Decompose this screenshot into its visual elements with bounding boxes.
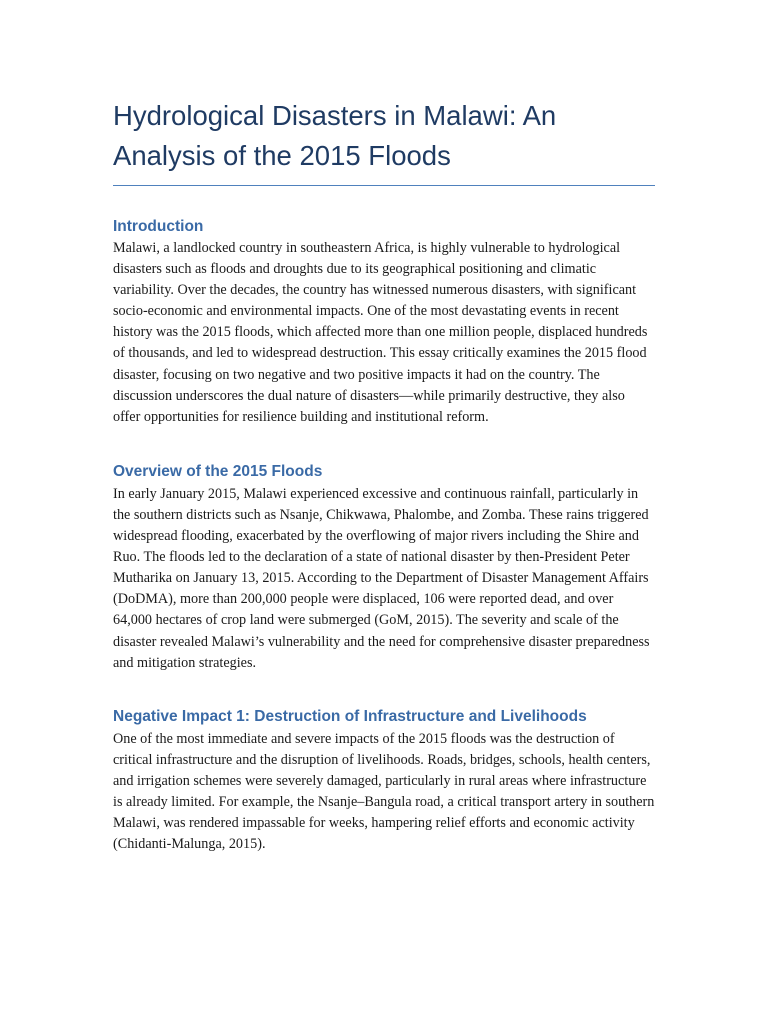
document-page xyxy=(113,96,655,855)
paragraph-introduction: Malawi, a landlocked country in southeastern Africa, is highly vulnerable to hydrological disasters such as floods and droughts due to its geographical positioning and climatic variability. Over the decades, the country has witnessed numerous disasters, with significant socio-economic and environmental impacts. One of the most devastating events in recent history was the 2015 floods, which affected more than one million people, displaced hundreds of thousands, and led to widespread destruction. This essay critically examines the 2015 flood disaster, focusing on two negative and two positive impacts it had on the country. The discussion underscores the dual nature of disasters—while primarily destructive, they also offer opportunities for resilience building and institutional reform. xyxy=(113,240,648,425)
heading-overview: Overview of the 2015 Floods xyxy=(113,462,323,480)
paragraph-negative-impact-1: One of the most immediate and severe impacts of the 2015 floods was the destruction of critical infrastructure and the disruption of livelihoods. Roads, bridges, schools, health centers, and irrigation schemes were severely damaged, particularly in rural areas where infrastructure is already limited. For example, the Nsanje–Bangula road, a critical transport artery in southern Malawi, was rendered impassable for weeks, hampering relief efforts and economic activity (Chidanti-Malunga, 2015). xyxy=(113,730,655,853)
heading-introduction: Introduction xyxy=(113,218,204,235)
heading-negative-impact-1: Negative Impact 1: Destruction of Infrastructure and Livelihoods xyxy=(113,707,587,725)
paragraph-overview: In early January 2015, Malawi experienced excessive and continuous rainfall, particularly in the southern districts such as Nsanje, Chikwawa, Phalombe, and Zomba. These rains triggered widespread flooding, exacerbated by the overflowing of major rivers including the Shire and Ruo. The floods led to the declaration of a state of national disaster by then-President Peter Mutharika on January 13, 2015. According to the Department of Disaster Management Affairs (DoDMA), more than 200,000 people were displaced, 106 were reported dead, and over 64,000 hectares of crop land were submerged (GoM, 2015). The severity and scale of the disaster revealed Malawi’s vulnerability and the need for comprehensive disaster preparedness and mitigation strategies. xyxy=(113,485,650,671)
document-title: Hydrological Disasters in Malawi: An Analysis of the 2015 Floods xyxy=(113,96,655,186)
